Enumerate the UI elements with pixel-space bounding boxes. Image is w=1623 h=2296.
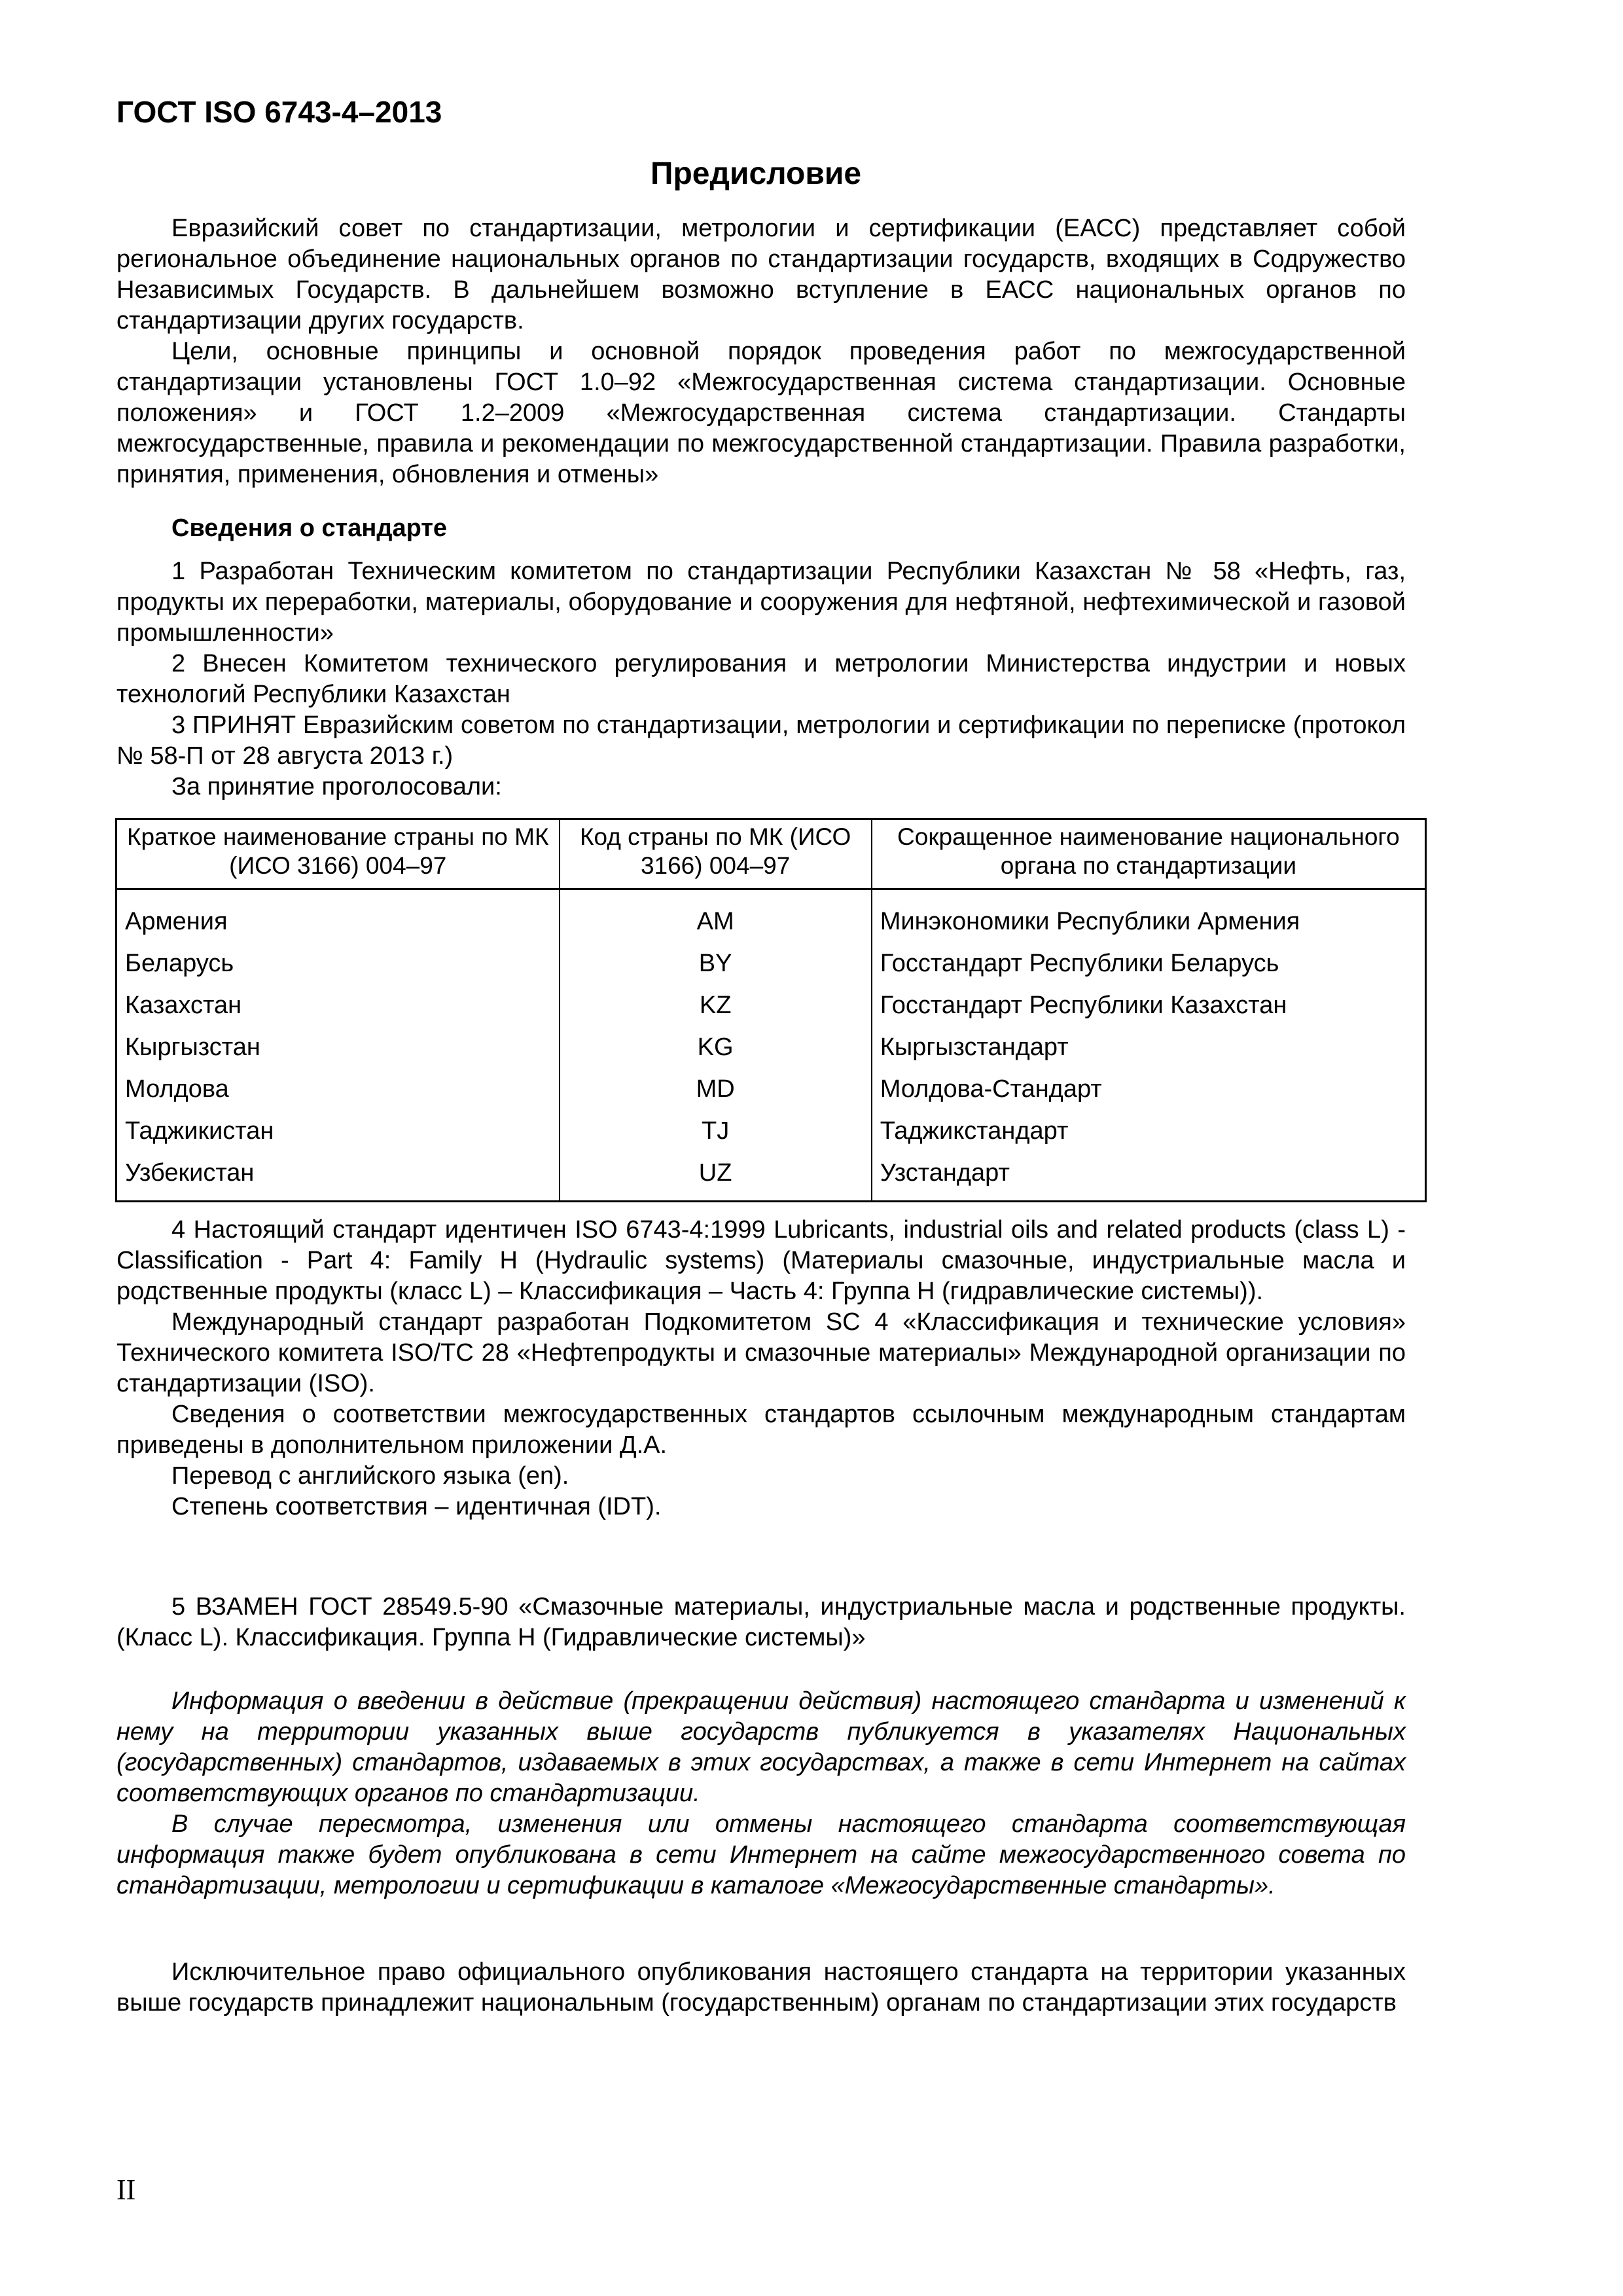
standards-body: Госстандарт Республики Беларусь (872, 942, 1426, 984)
note-revision-info: В случае пересмотра, изменения или отмены настоящего стандарта соответствующая информация также будет опубликована в сети Интернет на сайте межгосударственного совета по стандартизации, метрологии и сертификации в каталоге «Межгосударственные стандарты». (116, 1810, 1406, 1899)
country-name: Кыргызстан (125, 1033, 260, 1061)
voted-label: За принятие проголосовали: (171, 773, 502, 800)
header-country-code: Код страны по МК (ИСО 3166) 004–97 (560, 819, 872, 889)
table-row (116, 942, 1426, 984)
standards-body: Минэкономики Республики Армения (872, 889, 1426, 943)
foreword-title: Предисловие (650, 156, 862, 191)
country-code: MD (560, 1068, 872, 1110)
intro-section (116, 213, 1406, 490)
table-row (116, 1068, 1426, 1110)
table-row (116, 984, 1426, 1026)
item-4-section (116, 1215, 1406, 1522)
country-name: Казахстан (125, 991, 242, 1019)
item-2: 2 Внесен Комитетом технического регулирования и метрологии Министерства индустрии и новых технологий Республики Казахстан (116, 650, 1406, 708)
table-header-row (116, 819, 1426, 889)
standards-body: Кыргызстандарт (872, 1026, 1426, 1068)
table-row (116, 1152, 1426, 1202)
item-4-references: Сведения о соответствии межгосударственных стандартов ссылочным международным стандартам приведены в дополнительном приложении Д.А. (116, 1401, 1406, 1459)
exclusive-rights: Исключительное право официального опубликования настоящего стандарта на территории указанных выше государств принадлежит национальным (государственным) органам по стандартизации этих государств (116, 1958, 1406, 2017)
standards-body: Молдова-Стандарт (872, 1068, 1426, 1110)
items-before-table (116, 556, 1406, 802)
standards-body: Таджикстандарт (872, 1110, 1426, 1152)
note-introduction-info: Информация о введении в действие (прекращении действия) настоящего стандарта и изменений к нему на территории указанных выше государств публикуется в указателях Национальных (государственных) стандартов, издаваемых в этих государствах, а также в сети Интернет на сайтах соответствующих органов по стандартизации. (116, 1687, 1406, 1807)
country-name: Узбекистан (125, 1158, 255, 1187)
item-4-conformity: Степень соответствия – идентичная (IDT). (171, 1493, 662, 1520)
country-name: Таджикистан (125, 1117, 274, 1145)
country-name: Армения (125, 907, 228, 935)
country-code: AM (560, 889, 872, 943)
country-code: UZ (560, 1152, 872, 1202)
country-name: Беларусь (125, 949, 234, 977)
standard-info-section (116, 513, 1406, 544)
country-code: KG (560, 1026, 872, 1068)
item-1: 1 Разработан Техническим комитетом по стандартизации Республики Казахстан № 58 «Нефть, газ, продукты их переработки, материалы, оборудование и сооружения для нефтяной, нефтехимической и газовой промышленности» (116, 558, 1406, 647)
table-row (116, 889, 1426, 943)
item-4: 4 Настоящий стандарт идентичен ISO 6743-4:1999 Lubricants, industrial oils and related products (class L) - Classification - Part 4: Family H (Hydraulic systems) (Материалы смазочные, индустриальные масла и родственные продукты (класс L) – Классификация – Часть 4: Группа Н (гидравлические системы)). (116, 1216, 1406, 1305)
page-number: II (116, 2174, 136, 2206)
table-row (116, 1026, 1426, 1068)
document-code: ГОСТ ISO 6743-4–2013 (116, 95, 442, 129)
item-4-developer: Международный стандарт разработан Подкомитетом SC 4 «Классификация и технические условия» Технического комитета ISO/TC 28 «Нефтепродукты и смазочные материалы» Международной организации по стандартизации (ISO). (116, 1308, 1406, 1397)
item-5-section (116, 1592, 1406, 1653)
intro-paragraph-2: Цели, основные принципы и основной порядок проведения работ по межгосударственной стандартизации установлены ГОСТ 1.0–92 «Межгосударственная система стандартизации. Основные положения» и ГОСТ 1.2–2009 «Межгосударственная система стандартизации. Стандарты межгосударственные, правила и рекомендации по межгосударственной стандартизации. Правила разработки, принятия, применения, обновления и отмены» (116, 338, 1406, 488)
voting-countries-table (115, 818, 1427, 1202)
table-row (116, 1110, 1426, 1152)
rights-section (116, 1957, 1406, 2018)
item-4-translation: Перевод с английского языка (en). (171, 1462, 569, 1490)
standards-body: Госстандарт Республики Казахстан (872, 984, 1426, 1026)
intro-paragraph-1: Евразийский совет по стандартизации, метрологии и сертификации (ЕАСС) представляет собой региональное объединение национальных органов по стандартизации государств, входящих в Содружество Независимых Государств. В дальнейшем возможно вступление в ЕАСС национальных органов по стандартизации других государств. (116, 215, 1406, 334)
header-country-name: Краткое наименование страны по МК (ИСО 3166) 004–97 (116, 819, 560, 889)
item-3: 3 ПРИНЯТ Евразийским советом по стандартизации, метрологии и сертификации по переписке (протокол № 58-П от 28 августа 2013 г.) (116, 711, 1406, 770)
standard-info-heading: Сведения о стандарте (171, 514, 448, 542)
country-code: TJ (560, 1110, 872, 1152)
country-name: Молдова (125, 1075, 229, 1103)
standards-body: Узстандарт (872, 1152, 1426, 1202)
header-standards-body: Сокращенное наименование национального органа по стандартизации (872, 819, 1426, 889)
italic-notes-section (116, 1686, 1406, 1901)
country-code: KZ (560, 984, 872, 1026)
country-code: BY (560, 942, 872, 984)
item-5: 5 ВЗАМЕН ГОСТ 28549.5-90 «Смазочные материалы, индустриальные масла и родственные продукты. (Класс L). Классификация. Группа Н (Гидравлические системы)» (116, 1593, 1406, 1651)
